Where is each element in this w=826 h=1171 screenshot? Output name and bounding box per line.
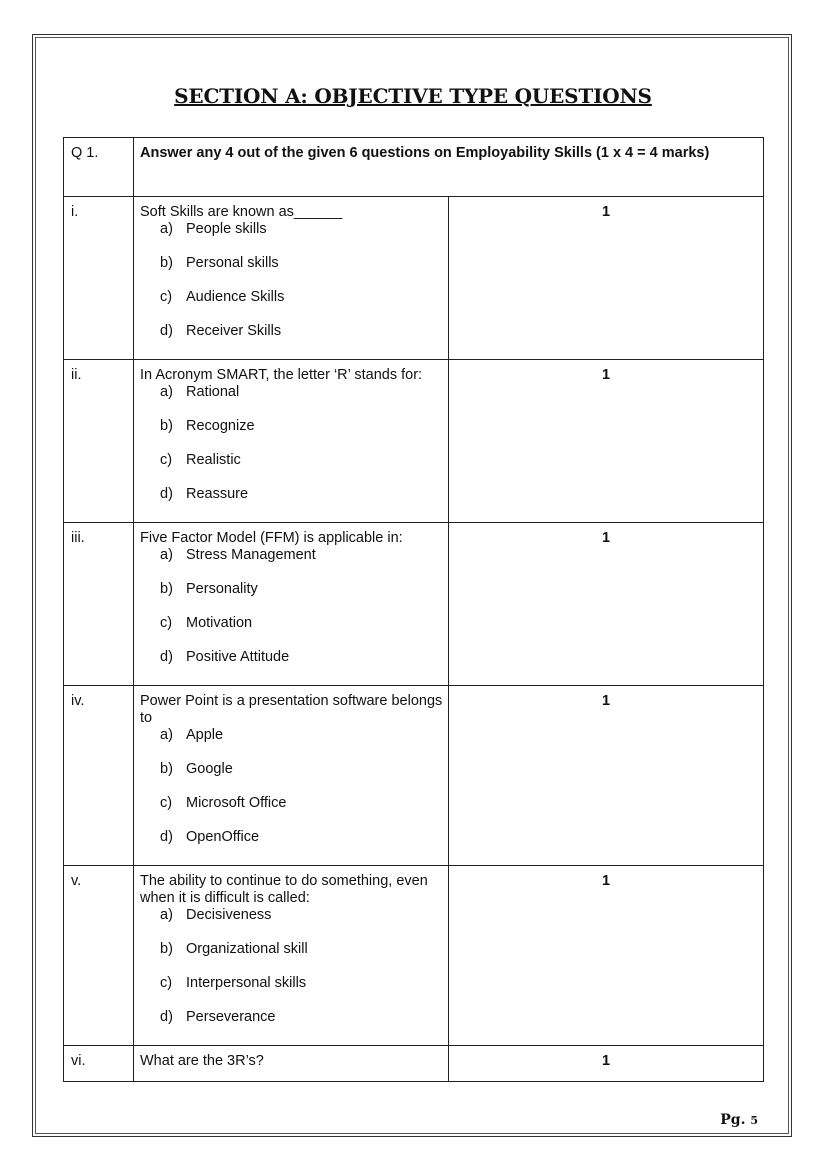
- option-text: Realistic: [186, 452, 241, 468]
- question-row: [64, 866, 764, 1046]
- options-list: [140, 221, 448, 340]
- question-marks: 1: [449, 360, 764, 523]
- option-letter: c): [160, 452, 173, 468]
- option-text: Google: [186, 761, 233, 777]
- option-text: Motivation: [186, 615, 253, 631]
- question-number: v.: [64, 866, 134, 1046]
- option-text: Recognize: [186, 418, 255, 434]
- option-letter: a): [160, 727, 173, 743]
- option-item: [160, 829, 448, 846]
- question-body: [134, 686, 449, 866]
- option-letter: a): [160, 221, 173, 237]
- page-number: [720, 1112, 758, 1128]
- option-item: [160, 418, 448, 435]
- option-item: [160, 289, 448, 306]
- option-letter: b): [160, 941, 173, 957]
- option-letter: c): [160, 615, 173, 631]
- section-title: SECTION A: OBJECTIVE TYPE QUESTIONS: [174, 84, 652, 108]
- option-letter: d): [160, 486, 173, 502]
- option-letter: a): [160, 547, 173, 563]
- question-text: Five Factor Model (FFM) is applicable in:: [140, 530, 403, 546]
- question-marks: 1: [449, 1046, 764, 1082]
- question-marks: 1: [449, 686, 764, 866]
- option-text: Perseverance: [186, 1009, 276, 1025]
- option-item: [160, 975, 448, 992]
- option-text: Decisiveness: [186, 907, 272, 923]
- question-text: The ability to continue to do something, even when it is difficult is called:: [140, 873, 428, 906]
- option-item: [160, 255, 448, 272]
- option-letter: a): [160, 907, 173, 923]
- option-item: [160, 795, 448, 812]
- option-item: [160, 727, 448, 744]
- option-item: [160, 1009, 448, 1026]
- question-text: In Acronym SMART, the letter ‘R’ stands for:: [140, 367, 423, 383]
- option-letter: b): [160, 418, 173, 434]
- option-item: [160, 452, 448, 469]
- option-item: [160, 907, 448, 924]
- question-body: [134, 866, 449, 1046]
- page-number-value: 5: [750, 1114, 758, 1127]
- option-letter: d): [160, 829, 173, 845]
- options-list: [140, 907, 448, 1026]
- option-text: Stress Management: [186, 547, 316, 563]
- question-marks: 1: [449, 866, 764, 1046]
- option-item: [160, 323, 448, 340]
- option-text: Positive Attitude: [186, 649, 290, 665]
- question-row: [64, 686, 764, 866]
- question-body: [134, 523, 449, 686]
- option-letter: d): [160, 649, 173, 665]
- option-text: Personality: [186, 581, 258, 597]
- option-item: [160, 649, 448, 666]
- question-marks: 1: [449, 523, 764, 686]
- option-item: [160, 941, 448, 958]
- table-header-row: [64, 138, 764, 197]
- option-text: Interpersonal skills: [186, 975, 307, 991]
- question-row: [64, 523, 764, 686]
- question-body: [134, 360, 449, 523]
- question-body: [134, 1046, 449, 1082]
- option-item: [160, 221, 448, 238]
- option-letter: d): [160, 1009, 173, 1025]
- option-text: People skills: [186, 221, 267, 237]
- option-text: Audience Skills: [186, 289, 285, 305]
- option-item: [160, 384, 448, 401]
- options-list: [140, 727, 448, 846]
- option-letter: c): [160, 289, 173, 305]
- questions-table: [63, 137, 764, 1082]
- option-letter: c): [160, 795, 173, 811]
- option-text: Microsoft Office: [186, 795, 287, 811]
- options-list: [140, 547, 448, 666]
- option-text: Receiver Skills: [186, 323, 282, 339]
- option-item: [160, 615, 448, 632]
- question-text: Power Point is a presentation software belongs to: [140, 693, 443, 726]
- question-number: ii.: [64, 360, 134, 523]
- options-list: [140, 384, 448, 503]
- question-text: Soft Skills are known as______: [140, 204, 343, 220]
- option-letter: d): [160, 323, 173, 339]
- option-letter: a): [160, 384, 173, 400]
- option-text: OpenOffice: [186, 829, 260, 845]
- question-row: [64, 360, 764, 523]
- option-item: [160, 547, 448, 564]
- question-body: [134, 197, 449, 360]
- option-text: Personal skills: [186, 255, 279, 271]
- question-number: iv.: [64, 686, 134, 866]
- option-item: [160, 486, 448, 503]
- option-letter: b): [160, 581, 173, 597]
- question-number: i.: [64, 197, 134, 360]
- instruction-text: Answer any 4 out of the given 6 questions on Employability Skills (1 x 4 = 4 marks): [134, 138, 764, 197]
- question-row: [64, 1046, 764, 1082]
- question-number: iii.: [64, 523, 134, 686]
- option-text: Apple: [186, 727, 224, 743]
- question-label: Q 1.: [64, 138, 134, 197]
- option-text: Rational: [186, 384, 240, 400]
- option-text: Organizational skill: [186, 941, 308, 957]
- page-number-label: Pg.: [720, 1112, 746, 1128]
- option-letter: c): [160, 975, 173, 991]
- question-row: [64, 197, 764, 360]
- option-item: [160, 581, 448, 598]
- question-marks: 1: [449, 197, 764, 360]
- question-number: vi.: [64, 1046, 134, 1082]
- option-letter: b): [160, 761, 173, 777]
- option-letter: b): [160, 255, 173, 271]
- option-item: [160, 761, 448, 778]
- option-text: Reassure: [186, 486, 249, 502]
- question-text: What are the 3R’s?: [140, 1053, 264, 1069]
